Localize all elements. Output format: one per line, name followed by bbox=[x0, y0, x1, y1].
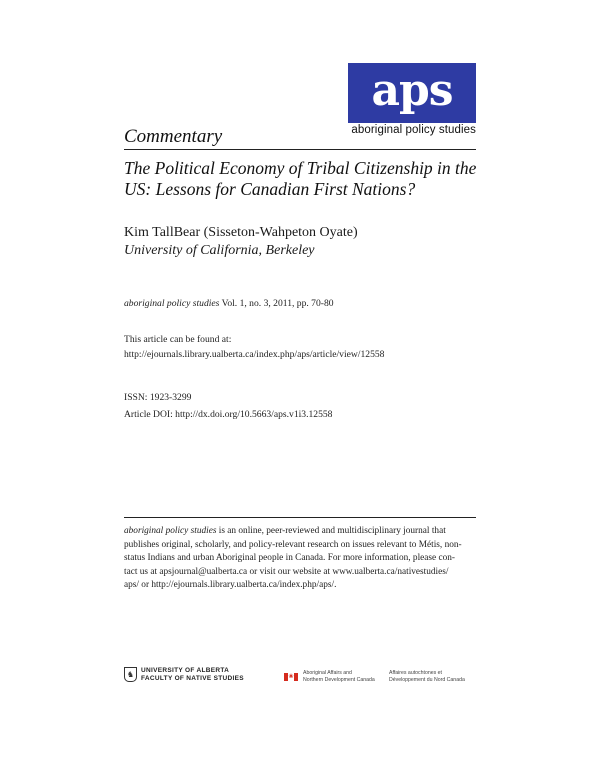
article-title bbox=[124, 158, 484, 200]
aandc-fr bbox=[389, 670, 465, 683]
aandc-fr-line-2: Développement du Nord Canada bbox=[389, 676, 465, 683]
title-line-2: US: Lessons for Canadian First Nations? bbox=[124, 179, 416, 199]
section-label: Commentary bbox=[124, 126, 223, 147]
aandc-fr-line-1: Affaires autochtones et bbox=[389, 670, 442, 676]
article-doi-link[interactable]: Article DOI: http://dx.doi.org/10.5663/aps.v1i3.12558 bbox=[124, 409, 333, 420]
author-name: Kim TallBear (Sisseton-Wahpeton Oyate) bbox=[124, 225, 358, 240]
title-line-1: The Political Economy of Tribal Citizenship in the bbox=[124, 158, 477, 178]
logo-mark: aps bbox=[371, 65, 453, 116]
footer-line-2: publishes original, scholarly, and policy-relevant research on issues relevant to Métis, non- bbox=[124, 539, 462, 550]
issn: ISSN: 1923-3299 bbox=[124, 392, 192, 403]
university-of-alberta-logo bbox=[124, 667, 244, 682]
footer-line-4: tact us at apsjournal@ualberta.ca or visit our website at www.ualberta.ca/nativestudies/ bbox=[124, 566, 449, 577]
journal-description bbox=[124, 525, 476, 593]
footer-journal: aboriginal policy studies bbox=[124, 526, 217, 536]
journal-logo bbox=[348, 63, 476, 123]
aandc-logo bbox=[284, 670, 375, 683]
citation bbox=[124, 297, 334, 310]
author-affiliation: University of California, Berkeley bbox=[124, 243, 315, 258]
footer-line-1: aboriginal policy studies is an online, peer-reviewed and multidisciplinary journal that bbox=[124, 526, 446, 536]
logo-subtitle: aboriginal policy studies bbox=[351, 124, 476, 136]
crest-icon: ♞ bbox=[124, 667, 137, 682]
footer-line-3: status Indians and urban Aboriginal people in Canada. For more information, please con- bbox=[124, 553, 455, 563]
ua-line-2: FACULTY OF NATIVE STUDIES bbox=[141, 674, 244, 682]
footer-line-5: aps/ or http://ejournals.library.ualberta.ca/index.php/aps/. bbox=[124, 580, 337, 590]
section-rule bbox=[124, 149, 476, 150]
footer-rule bbox=[124, 517, 476, 518]
found-at-label: This article can be found at: bbox=[124, 334, 232, 345]
aandc-en-line-1: Aboriginal Affairs and bbox=[303, 670, 352, 676]
canada-flag-icon: ❀ bbox=[284, 673, 298, 681]
article-url-link[interactable]: http://ejournals.library.ualberta.ca/index.php/aps/article/view/12558 bbox=[124, 349, 385, 360]
citation-journal: aboriginal policy studies bbox=[124, 298, 220, 309]
aandc-en-line-2: Northern Development Canada bbox=[303, 676, 375, 683]
ua-line-1: UNIVERSITY OF ALBERTA bbox=[141, 667, 230, 674]
citation-details: Vol. 1, no. 3, 2011, pp. 70-80 bbox=[219, 298, 334, 309]
